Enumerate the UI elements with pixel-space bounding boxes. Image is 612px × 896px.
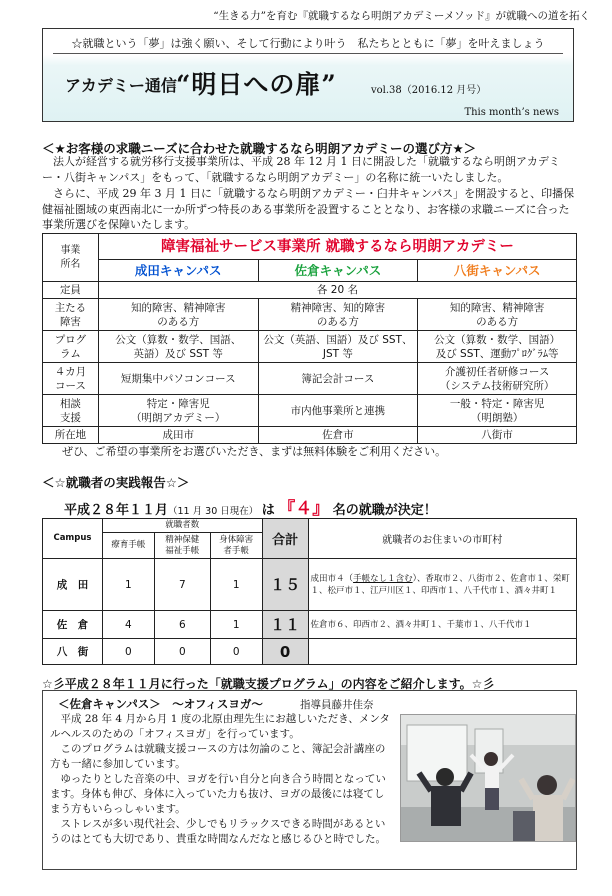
row-label-program: プログ ラム: [43, 331, 99, 363]
table-cell: 1: [210, 559, 262, 611]
headline-number: 『４』: [278, 499, 330, 519]
row-label-location: 所在地: [43, 427, 99, 444]
report-headline: [64, 494, 437, 519]
newsletter-title: “明日への扉”: [176, 70, 337, 99]
section1-note: ぜひ、ご希望の事業所をお選びいただき、まずは無料体験をご利用ください。: [62, 445, 447, 458]
col-seishin: 精神保健 福祉手帳: [154, 533, 210, 559]
newsletter-name: アカデミー通信: [65, 76, 177, 95]
row-campus: 八 街: [43, 639, 103, 665]
table-cell: 1: [102, 559, 154, 611]
campus-yachimata: 八街キャンパス: [418, 260, 577, 282]
row-campus: 成 田: [43, 559, 103, 611]
row-campus: 佐 倉: [43, 611, 103, 639]
row-label-course: ４カ月 コース: [43, 363, 99, 395]
table-cell: 特定・障害児 （明朗アカデミー）: [98, 395, 258, 427]
row-total: 0: [262, 639, 308, 665]
col-ryoiku: 療育手帳: [102, 533, 154, 559]
col-total: 合計: [262, 519, 308, 559]
row-label-disability: 主たる 障害: [43, 299, 99, 331]
table-cell: 精神障害、知的障害 のある方: [258, 299, 418, 331]
volume-label: vol.38（2016.12 月号）: [371, 85, 487, 96]
table-cell: 4: [102, 611, 154, 639]
row-label-consult: 相談 支援: [43, 395, 99, 427]
col-cities: 就職者のお住まいの市町村: [308, 519, 576, 559]
table-cell: 0: [210, 639, 262, 665]
header-label-office: 事業 所名: [43, 234, 99, 282]
table-cell: 知的障害、精神障害 のある方: [98, 299, 258, 331]
table-cell: 公文（算数・数学、国語、 英語）及び SST 等: [98, 331, 258, 363]
this-month-label: This month’s news: [464, 107, 559, 118]
table-cell: 成田市: [98, 427, 258, 444]
yoga-photo-illustration: [401, 715, 576, 842]
cities-text: ）、香取市２、八街市２、佐倉市１、栄町１、松戸市１、江戸川区１、印西市１、八千代市１、酒々井町１: [310, 573, 570, 596]
table-cell: 一般・特定・障害児 （明朗塾）: [418, 395, 577, 427]
headline-result: 名の就職が決定！: [332, 503, 437, 518]
table-cell: 短期集中パソコンコース: [98, 363, 258, 395]
row-total: １５: [262, 559, 308, 611]
header-divider: [53, 53, 563, 54]
newsletter-header: [42, 28, 574, 122]
tagline: “生きる力”を育む『就職するなら明朗アカデミーメソッド』が就職への道を拓く: [213, 10, 590, 22]
campus-narita: 成田キャンパス: [98, 260, 258, 282]
table-cell: 1: [210, 611, 262, 639]
headline-is: は: [261, 503, 275, 518]
table-main-title: 障害福祉サービス事業所 就職するなら明朗アカデミー: [98, 234, 576, 260]
program-paragraph-3: ゆったりとした音楽の中、ヨガを行い自分と向き合う時間となっています。身体も伸び、身体に入っていた力も抜け、ヨガの最後には寝てしまう方もいらっしゃいます。: [50, 773, 386, 815]
yoga-class-photo: [400, 714, 576, 842]
table-cell: 6: [154, 611, 210, 639]
table-cell: 簿記会計コース: [258, 363, 418, 395]
employment-report-table: [42, 518, 577, 665]
table-cell: 知的障害、精神障害 のある方: [418, 299, 577, 331]
capacity-value: 各 20 名: [98, 282, 576, 299]
section-title-report: ＜☆就職者の実践報告☆＞: [42, 475, 190, 490]
table-cell: 7: [154, 559, 210, 611]
row-cities: 佐倉市６、印西市２、酒々井町１、千葉市１、八千代市１: [308, 611, 576, 639]
col-campus: Campus: [43, 519, 103, 559]
table-cell: 市内他事業所と連携: [258, 395, 418, 427]
cities-underlined: 手帳なし１含む: [353, 573, 413, 584]
program-paragraph-2: このプログラムは就職支援コースの方は勿論のこと、簿記会計講座の方も一緒に参加しています。: [50, 743, 386, 770]
table-cell: 公文（算数・数学、国語） 及び SST、運動ﾌﾟﾛｸﾞﾗﾑ等: [418, 331, 577, 363]
instructor-name: 指導員藤井佳奈: [300, 699, 374, 711]
section1-paragraph-2: さらに、平成 29 年 3 月 1 日に「就職するなら明朗アカデミー・臼井キャンパス」を開設すると、印播保健福祉圏域の東西南北に一か所ずつ特長のある事業所を設置することとなり、お客様の求職ニーズに合った事業所選びを保障いたします。: [42, 187, 575, 231]
campus-comparison-table: [42, 233, 577, 444]
table-cell: 八街市: [418, 427, 577, 444]
col-employed-count: 就職者数: [102, 519, 262, 533]
row-label-capacity: 定員: [43, 282, 99, 299]
table-cell: 介護初任者研修コース （システム技術研究所）: [418, 363, 577, 395]
cities-text: 成田市４（: [310, 573, 354, 584]
headline-date: （11 月 30 日現在）: [168, 506, 259, 517]
campus-sakura: 佐倉キャンパス: [258, 260, 418, 282]
col-shintai: 身体障害 者手帳: [210, 533, 262, 559]
row-total: １１: [262, 611, 308, 639]
table-cell: 佐倉市: [258, 427, 418, 444]
row-cities: [308, 559, 576, 611]
table-cell: 公文（英語、国語）及び SST、 JST 等: [258, 331, 418, 363]
row-cities: [308, 639, 576, 665]
section-title-program: ☆彡平成２８年１１月に行った「就職支援プログラム」の内容をご紹介します。☆彡: [42, 677, 495, 691]
headline-month: 平成２８年１１月: [64, 503, 169, 518]
program-paragraph-4: ストレスが多い現代社会、少しでもリラックスできる時間があるというのはとても大切であり、貴重な時間なんだなと感じるひと時でした。: [50, 818, 386, 845]
program-subtitle: ＜佐倉キャンパス＞ ～オフィスヨガ～: [58, 697, 263, 711]
table-cell: 0: [154, 639, 210, 665]
section1-paragraph-1: 法人が経営する就労移行支援事業所は、平成 28 年 12 月 1 日に開設した「就職するなら明朗アカデミー・八街キャンパス」をもって、「就職するなら明朗アカデミー」の名称に統一いたしました。: [42, 155, 560, 184]
dream-slogan: ☆就職という「夢」は強く願い、そして行動により叶う 私たちとともに「夢」を叶えましょう: [71, 37, 545, 50]
section-title-campus-guide: ＜★お客様の求職ニーズに合わせた就職するなら明朗アカデミーの選び方★＞: [42, 141, 477, 156]
table-cell: 0: [102, 639, 154, 665]
program-paragraph-1: 平成 28 年 4 月から月 1 度の北原由理先生にお越しいただき、メンタルヘルスのための「オフィスヨガ」を行っています。: [50, 713, 390, 740]
